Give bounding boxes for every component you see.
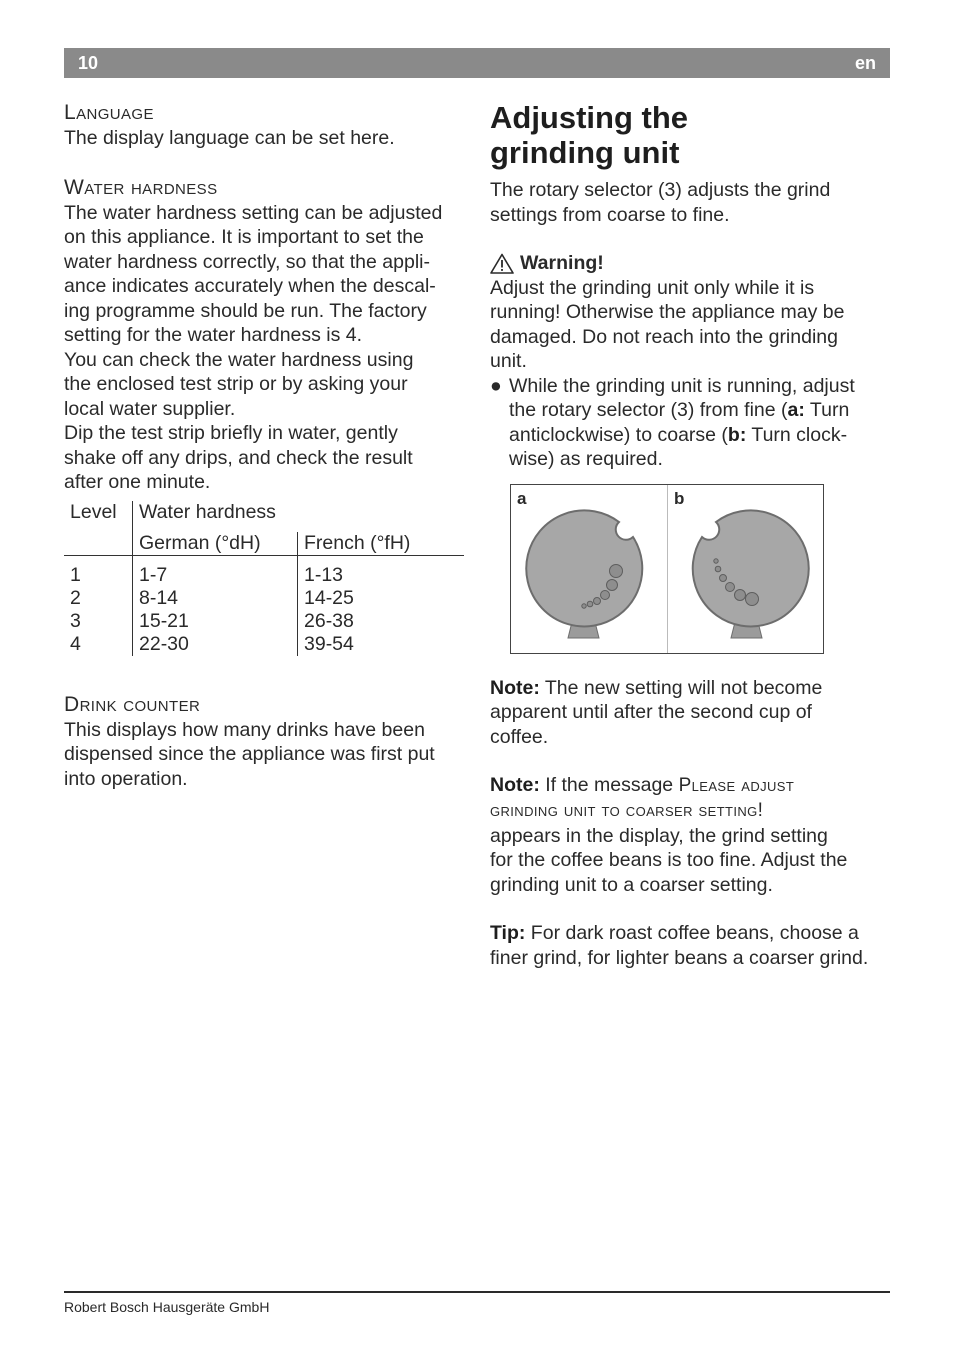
warning-text: [490, 276, 890, 374]
text-line: [490, 921, 890, 946]
table-header-german: German (°dH): [133, 532, 298, 556]
tip: [490, 921, 890, 970]
warning-triangle-icon: [490, 253, 514, 274]
figure-label-a: a: [517, 488, 527, 508]
page-number: 10: [78, 53, 99, 73]
text-line: grinding unit to a coarser setting.: [490, 873, 773, 896]
text-span: If the message: [539, 774, 679, 796]
figure-panel-b: [667, 485, 824, 653]
drink-counter-heading: Drink counter: [64, 692, 201, 716]
text-line: This displays how many drinks have been: [64, 718, 425, 741]
text-line: damaged. Do not reach into the grinding: [490, 325, 838, 348]
note-coarser-message: [490, 773, 890, 897]
bullet-dot: ●: [490, 374, 502, 397]
table-header-water-hardness: Water hardness: [133, 501, 465, 524]
table-french-values: 1-13 14-25 26-38 39-54: [298, 564, 465, 656]
left-column: [64, 100, 464, 791]
text-line: [490, 676, 890, 701]
text-line: settings from coarse to fine.: [490, 203, 730, 226]
rotary-selector-coarse-icon: [668, 485, 824, 653]
text-line: on this appliance. It is important to set the: [64, 226, 424, 248]
warning-label: Warning!: [520, 252, 604, 274]
text-line: You can check the water hardness using: [64, 348, 414, 371]
water-hardness-table: [64, 501, 464, 656]
language-heading: Language: [64, 101, 154, 124]
text-line: setting for the water hardness is 4.: [64, 324, 363, 346]
text-line: water hardness correctly, so that the appli-: [64, 250, 430, 273]
text-line: appears in the display, the grind setting: [490, 824, 828, 847]
language-text: The display language can be set here.: [64, 127, 395, 149]
text-line: The water hardness setting can be adjusted: [64, 201, 443, 224]
text-line: unit.: [490, 350, 527, 372]
text-line: shake off any drips, and check the result: [64, 446, 413, 469]
table-german-values: 1-7 8-14 15-21 22-30: [133, 564, 298, 656]
text-span: Turn clock-: [746, 423, 848, 446]
text-line: finer grind, for lighter beans a coarser grind.: [490, 946, 869, 969]
header-bar: [64, 48, 890, 78]
bold-span: b:: [727, 423, 747, 446]
text-span: For dark roast coffee beans, choose a: [525, 922, 859, 944]
warning-heading: [490, 251, 890, 276]
footer-divider: [64, 1291, 890, 1293]
drink-counter-text: [64, 718, 464, 792]
text-line: wise) as required.: [509, 448, 663, 470]
water-hardness-heading: Water hardness: [64, 175, 218, 199]
text-line: [509, 423, 855, 448]
text-line: into operation.: [64, 767, 188, 790]
language-code: en: [854, 53, 876, 73]
text-span: the rotary selector (3) from fine (: [509, 399, 788, 421]
page-title: [490, 100, 890, 170]
figure-label-b: b: [674, 488, 685, 508]
text-span: The new setting will not become: [539, 676, 823, 699]
text-line: Dip the test strip briefly in water, gently: [64, 422, 398, 444]
footer-company: Robert Bosch Hausgeräte GmbH: [64, 1299, 270, 1315]
table-levels: 1 2 3 4: [70, 563, 81, 655]
water-hardness-para1: [64, 201, 464, 348]
text-span: anticlockwise) to coarse (: [509, 423, 728, 446]
rotary-selector-fine-icon: [511, 485, 667, 653]
text-line: local water supplier.: [64, 397, 236, 420]
text-span: Turn: [804, 399, 850, 421]
text-line: ing programme should be run. The factory: [64, 299, 427, 322]
title-line: grinding unit: [490, 135, 680, 170]
right-column: [490, 100, 890, 970]
display-message: grinding unit to coarser setting!: [490, 800, 764, 821]
bullet-text: [509, 374, 855, 472]
intro-text: [490, 178, 890, 227]
display-message: Please adjust: [678, 775, 795, 796]
text-line: coffee.: [490, 725, 549, 748]
text-line: running! Otherwise the appliance may be: [490, 301, 845, 323]
water-hardness-para2: [64, 348, 464, 422]
text-line: ance indicates accurately when the descal-: [64, 275, 436, 297]
tip-label: Tip:: [490, 922, 526, 944]
table-header-level: Level: [70, 500, 117, 523]
text-line: after one minute.: [64, 471, 211, 493]
water-hardness-para3: [64, 421, 464, 495]
text-line: The rotary selector (3) adjusts the grind: [490, 179, 831, 201]
text-line: [490, 773, 890, 799]
title-line: Adjusting the: [490, 100, 689, 135]
note-new-setting: [490, 676, 890, 750]
text-line: the enclosed test strip or by asking your: [64, 373, 408, 395]
text-line: for the coffee beans is too fine. Adjust the: [490, 849, 848, 871]
text-line: While the grinding unit is running, adjust: [509, 374, 855, 397]
table-header-french: French (°fH): [298, 532, 465, 556]
text-line: [509, 398, 855, 423]
figure-panel-a: [511, 485, 667, 653]
note-label: Note:: [490, 774, 540, 796]
rotary-selector-figure: [510, 484, 824, 654]
text-line: apparent until after the second cup of: [490, 701, 812, 723]
text-line: dispensed since the appliance was first put: [64, 743, 435, 765]
note-label: Note:: [490, 676, 540, 699]
text-line: Adjust the grinding unit only while it is: [490, 276, 815, 299]
bold-span: a:: [787, 399, 805, 421]
instruction-bullet: [490, 374, 890, 472]
